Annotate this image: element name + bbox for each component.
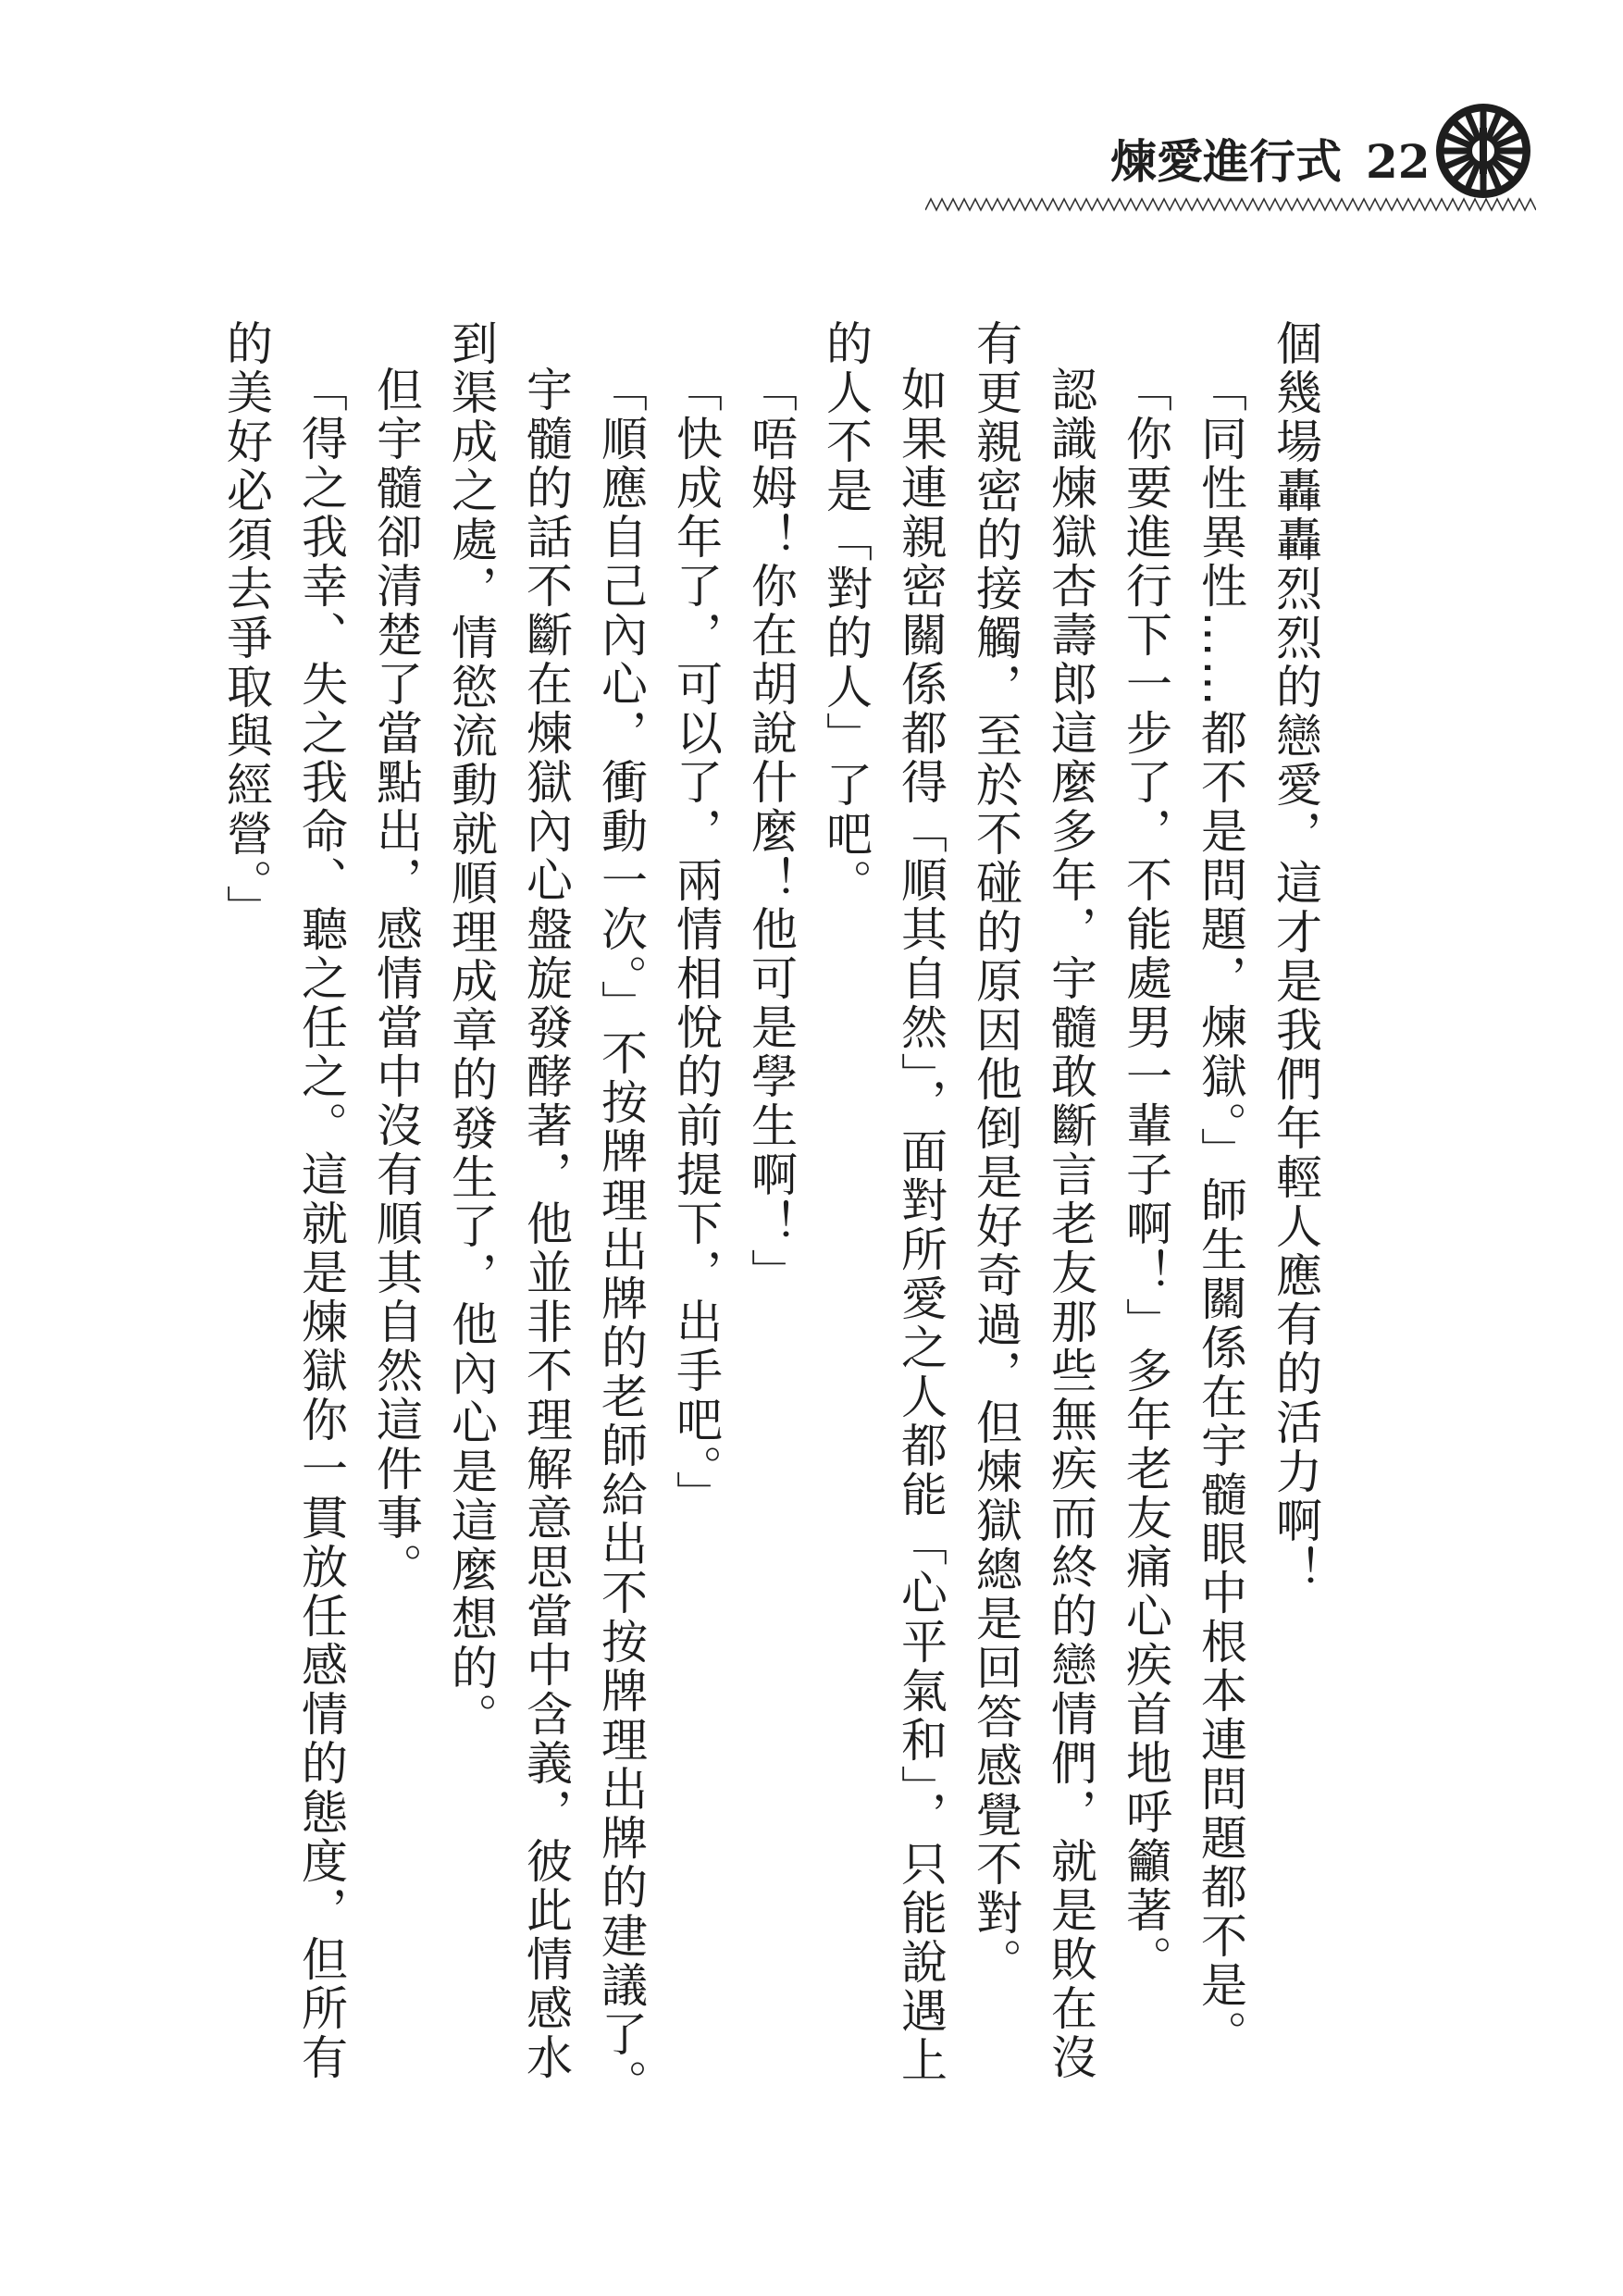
paragraph: 但宇髓卻清楚了當點出，感情當中沒有順其自然這件事。 bbox=[369, 366, 423, 1592]
paragraph: 如果連親密關係都得「順其自然」，面對所愛之人都能「心平氣和」，只能說遇上的人不是「對的人」了吧。 bbox=[819, 319, 948, 2085]
paragraph: 「唔姆！你在胡說什麼！他可是學生啊！」 bbox=[744, 366, 798, 1297]
vertical-body-text bbox=[219, 319, 1332, 2124]
paragraph: 「得之我幸、失之我命、聽之任之。這就是煉獄你一貫放任感情的態度，但所有的美好必須去爭取與經營。」 bbox=[219, 319, 348, 2082]
paragraph: 「你要進行下一步了，不能處男一輩子啊！」多年老友痛心疾首地呼籲著。 bbox=[1119, 366, 1172, 1984]
header-zigzag-rule bbox=[925, 194, 1536, 215]
paragraph: 個幾場轟轟烈烈的戀愛，這才是我們年輕人應有的活力啊！ bbox=[1269, 319, 1322, 1595]
page-number: 22 bbox=[1366, 134, 1431, 189]
paragraph: 「同性異性……都不是問題，煉獄。」師生關係在宇髓眼中根本連問題都不是。 bbox=[1194, 366, 1247, 2059]
paragraph: 認識煉獄杏壽郎這麼多年，宇髓敢斷言老友那些無疾而終的戀情們，就是敗在沒有更親密的接觸，至於不碰的原因他倒是好奇過，但煉獄總是回答感覺不對。 bbox=[969, 319, 1097, 2082]
paragraph: 宇髓的話不斷在煉獄內心盤旋發酵著，他並非不理解意思當中含義，彼此情感水到渠成之處，情慾流動就順理成章的發生了，他內心是這麼想的。 bbox=[444, 319, 573, 2082]
paragraph: 「快成年了，可以了，兩情相悅的前提下，出手吧。」 bbox=[669, 366, 723, 1520]
publisher-wheel-logo bbox=[1432, 100, 1534, 202]
book-title: 煉愛進行式 bbox=[1110, 134, 1342, 189]
paragraph: 「順應自己內心，衝動一次。」不按牌理出牌的老師給出不按牌理出牌的建議了。 bbox=[594, 366, 648, 2108]
running-header bbox=[1110, 125, 1431, 199]
